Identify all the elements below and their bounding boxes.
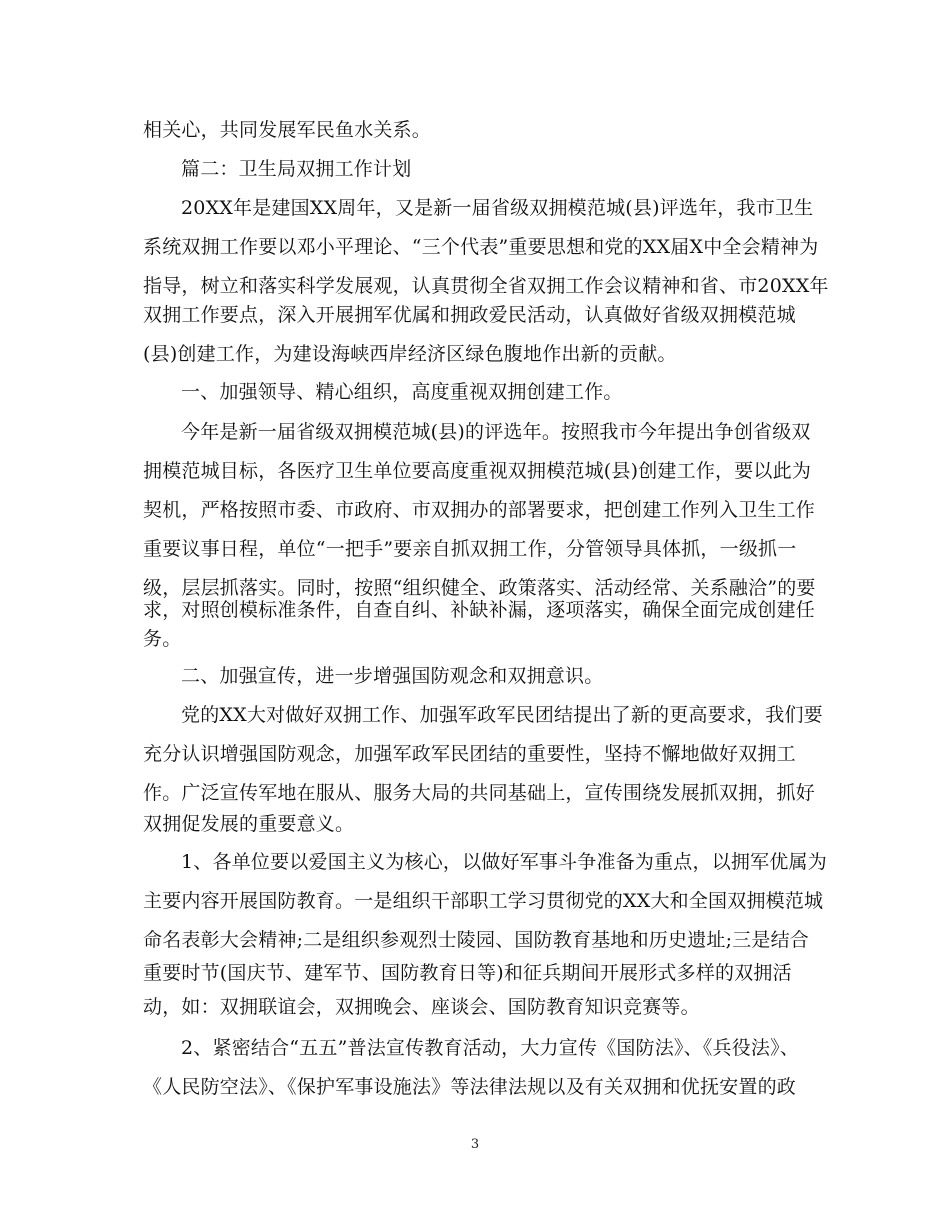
section-heading: 篇二：卫生局双拥工作计划 <box>181 158 412 180</box>
text-line: (县)创建工作，为建设海峡西岸经济区绿色腹地作出新的贡献。 <box>143 343 677 365</box>
text-line: 指导，树立和落实科学发展观，认真贯彻全省双拥工作会议精神和省、市20XX年 <box>143 275 829 297</box>
text-line: 双拥工作要点，深入开展拥军优属和拥政爱民活动，认真做好省级双拥模范城 <box>143 304 796 326</box>
text-line: 务。 <box>143 628 182 650</box>
text-line: 充分认识增强国防观念，加强军政军民团结的重要性，坚持不懈地做好双拥工 <box>143 743 796 765</box>
text-line: 今年是新一届省级双拥模范城(县)的评选年。按照我市今年提出争创省级双 <box>181 421 811 443</box>
text-line: 求，对照创模标准条件，自查自纠、补缺补漏，逐项落实，确保全面完成创建任 <box>143 599 816 621</box>
text-line: 命名表彰大会精神;二是组织参观烈士陵园、国防教育基地和历史遗址;三是结合 <box>143 929 810 951</box>
text-line: 《人民防空法》、《保护军事设施法》等法律法规以及有关双拥和优抚安置的政 <box>143 1076 797 1098</box>
subsection-heading: 二、加强宣传，进一步增强国防观念和双拥意识。 <box>181 665 604 687</box>
text-line: 重要议事日程，单位“一把手”要亲自抓双拥工作，分管领导具体抓，一级抓一 <box>143 538 797 560</box>
text-line: 契机，严格按照市委、市政府、市双拥办的部署要求，把创建工作列入卫生工作 <box>143 499 816 521</box>
text-line: 系统双拥工作要以邓小平理论、“三个代表”重要思想和党的XX届X中全会精神为 <box>143 236 819 258</box>
text-line: 作。广泛宣传军地在服从、服务大局的共同基础上，宣传围绕发展抓双拥，抓好 <box>143 782 816 804</box>
subsection-heading: 一、加强领导、精心组织，高度重视双拥创建工作。 <box>181 381 623 403</box>
text-line: 双拥促发展的重要意义。 <box>143 813 355 835</box>
text-line: 党的XX大对做好双拥工作、加强军政军民团结提出了新的更高要求，我们要 <box>181 704 823 726</box>
text-line: 1、各单位要以爱国主义为核心，以做好军事斗争准备为重点，以拥军优属为 <box>181 851 827 873</box>
text-line: 相关心，共同发展军民鱼水关系。 <box>143 119 432 141</box>
text-line: 主要内容开展国防教育。一是组织干部职工学习贯彻党的XX大和全国双拥模范城 <box>143 890 824 912</box>
text-line: 动，如：双拥联谊会，双拥晚会、座谈会、国防教育知识竞赛等。 <box>143 996 700 1018</box>
page-number: 3 <box>470 1137 480 1152</box>
text-line: 拥模范城目标，各医疗卫生单位要高度重视双拥模范城(县)创建工作，要以此为 <box>143 460 812 482</box>
text-line: 级，层层抓落实。同时，按照“组织健全、政策落实、活动经常、关系融洽”的要 <box>143 577 816 599</box>
text-line: 2、紧密结合“五五”普法宣传教育活动，大力宣传《国防法》、《兵役法》、 <box>181 1037 800 1059</box>
text-line: 20XX年是建国XX周年，又是新一届省级双拥模范城(县)评选年，我市卫生 <box>181 197 814 219</box>
text-line: 重要时节(国庆节、建军节、国防教育日等)和征兵期间开展形式多样的双拥活 <box>143 962 792 984</box>
